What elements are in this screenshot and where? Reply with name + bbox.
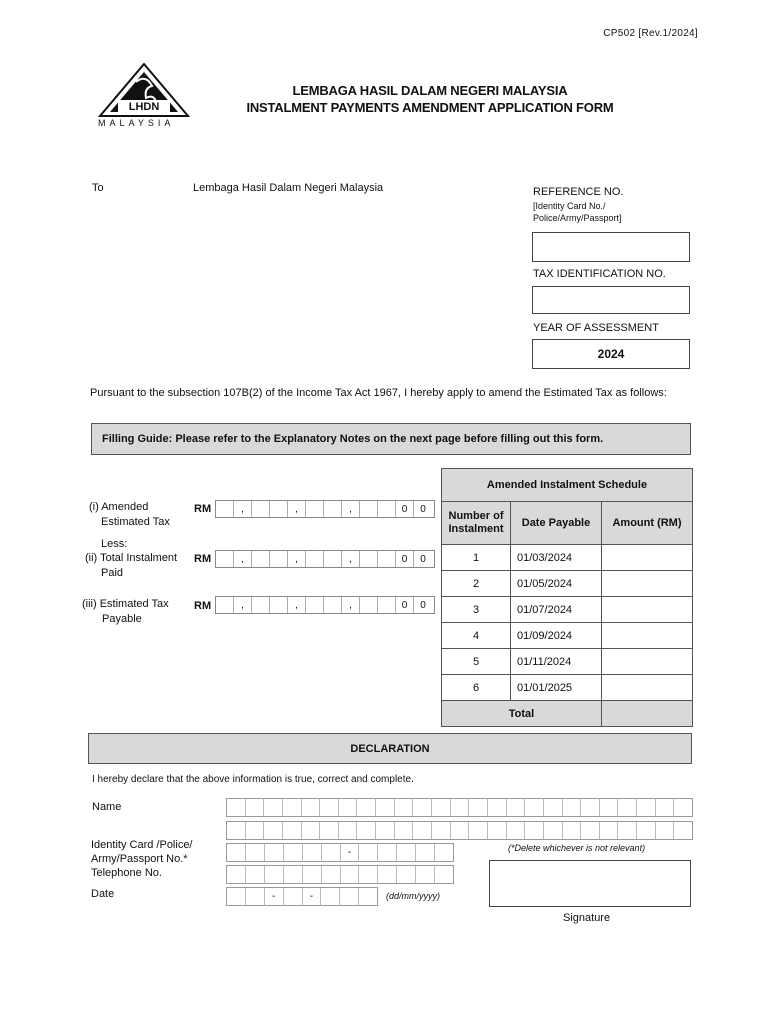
digit-cell: ,	[234, 597, 252, 613]
digit-cell	[216, 551, 234, 567]
date-payable: 01/09/2024	[511, 623, 602, 649]
total-instalment-paid-input[interactable]	[215, 550, 435, 568]
date-payable: 01/03/2024	[511, 545, 602, 571]
form-title	[200, 82, 660, 116]
digit-cell	[306, 501, 324, 517]
estimated-tax-payable-input[interactable]	[215, 596, 435, 614]
to-value: Lembaga Hasil Dalam Negeri Malaysia	[193, 182, 384, 194]
table-row	[442, 649, 693, 675]
digit-cell: ,	[288, 501, 306, 517]
digit-cell: ,	[288, 597, 306, 613]
estimated-tax-payable-label	[82, 597, 169, 627]
table-row	[442, 571, 693, 597]
name-input-line-1[interactable]	[226, 798, 693, 817]
cents-cell: 0	[396, 597, 414, 613]
amount-cell[interactable]	[602, 623, 693, 649]
schedule-title: Amended Instalment Schedule	[442, 469, 693, 502]
digit-cell	[378, 597, 396, 613]
ic-label-line-2: Army/Passport No.*	[91, 853, 188, 865]
instalment-number: 1	[442, 545, 511, 571]
digit-cell	[252, 597, 270, 613]
label-iii-line-1: (iii) Estimated Tax	[82, 598, 169, 610]
digit-cell: ,	[342, 597, 360, 613]
reference-label: REFERENCE NO.	[533, 186, 624, 198]
identity-card-label	[91, 838, 193, 866]
delete-note: (*Delete whichever is not relevant)	[508, 843, 646, 853]
amount-cell[interactable]	[602, 675, 693, 701]
table-row	[442, 623, 693, 649]
date-payable: 01/11/2024	[511, 649, 602, 675]
digit-cell: ,	[234, 551, 252, 567]
amount-cell[interactable]	[602, 545, 693, 571]
title-line-2: INSTALMENT PAYMENTS AMENDMENT APPLICATION FORM	[246, 100, 614, 115]
digit-cell	[270, 501, 288, 517]
digit-cell: ,	[234, 501, 252, 517]
digit-cell	[306, 551, 324, 567]
signature-label: Signature	[563, 912, 611, 924]
date-format-note: (dd/mm/yyyy)	[386, 891, 440, 901]
date-payable: 01/07/2024	[511, 597, 602, 623]
name-input-line-2[interactable]	[226, 821, 693, 840]
reference-sublabel	[533, 200, 622, 224]
digit-cell	[378, 551, 396, 567]
amount-cell[interactable]	[602, 597, 693, 623]
less-label: Less:	[101, 538, 128, 550]
digit-cell	[252, 501, 270, 517]
tin-input[interactable]	[532, 286, 690, 314]
title-line-1: LEMBAGA HASIL DALAM NEGERI MALAYSIA	[292, 83, 568, 98]
col-date-header: Date Payable	[511, 502, 602, 545]
intro-text: Pursuant to the subsection 107B(2) of the Income Tax Act 1967, I hereby apply to amend the Estimated Tax as follows:	[90, 387, 667, 399]
to-label: To	[92, 182, 104, 194]
col-amount-header: Amount (RM)	[602, 502, 693, 545]
cents-cell: 0	[420, 503, 426, 515]
date-input[interactable]	[226, 887, 378, 906]
total-amount-cell[interactable]	[602, 701, 693, 727]
ic-label-line-1: Identity Card /Police/	[91, 839, 193, 851]
signature-box[interactable]	[489, 860, 691, 907]
digit-cell	[306, 597, 324, 613]
digit-cell: ,	[288, 551, 306, 567]
ic-separator: -	[341, 844, 360, 861]
digit-cell	[378, 501, 396, 517]
table-row	[442, 545, 693, 571]
label-i-line-2: Estimated Tax	[101, 516, 170, 528]
rm-label-iii: RM	[194, 600, 212, 612]
table-row	[442, 675, 693, 701]
label-ii-line-2: Paid	[101, 567, 124, 579]
instalment-number: 4	[442, 623, 511, 649]
col-number-line-1: Number of	[448, 510, 504, 522]
identity-card-input[interactable]	[226, 843, 454, 862]
cents-cell: 0	[420, 553, 426, 565]
date-payable: 01/05/2024	[511, 571, 602, 597]
label-iii-line-2: Payable	[102, 613, 142, 625]
digit-cell: ,	[342, 551, 360, 567]
ya-input[interactable]: 2024	[532, 339, 690, 369]
ya-label: YEAR OF ASSESSMENT	[533, 322, 659, 334]
logo-country: MALAYSIA	[98, 118, 175, 128]
form-code: CP502 [Rev.1/2024]	[603, 28, 698, 39]
digit-cell	[324, 551, 342, 567]
name-label: Name	[92, 801, 122, 813]
declaration-header: DECLARATION	[88, 733, 692, 764]
digit-cell	[270, 597, 288, 613]
rm-label-ii: RM	[194, 553, 212, 565]
filling-guide: Filling Guide: Please refer to the Explanatory Notes on the next page before filling out this form.	[91, 423, 691, 455]
col-number-line-2: Instalment	[448, 523, 504, 535]
rm-label-i: RM	[194, 503, 212, 515]
digit-cell	[252, 551, 270, 567]
digit-cell	[360, 501, 378, 517]
date-label: Date	[91, 888, 115, 900]
reference-sub-2: Police/Army/Passport]	[533, 213, 622, 223]
instalment-number: 5	[442, 649, 511, 675]
digit-cell	[324, 597, 342, 613]
telephone-input[interactable]	[226, 865, 454, 884]
digit-cell	[216, 597, 234, 613]
amount-cell[interactable]	[602, 571, 693, 597]
reference-input[interactable]	[532, 232, 690, 262]
instalment-number: 3	[442, 597, 511, 623]
digit-cell	[270, 551, 288, 567]
instalment-schedule-table	[441, 468, 693, 727]
tin-label: TAX IDENTIFICATION NO.	[533, 268, 666, 280]
cents-cell: 0	[420, 599, 426, 611]
total-instalment-paid-label	[85, 551, 177, 581]
label-ii-line-1: (ii) Total Instalment	[85, 552, 178, 564]
digit-cell	[324, 501, 342, 517]
digit-cell	[360, 597, 378, 613]
declaration-text: I hereby declare that the above information is true, correct and complete.	[92, 774, 414, 785]
date-separator: -	[303, 888, 322, 905]
total-label: Total	[442, 701, 602, 727]
digit-cell: ,	[342, 501, 360, 517]
amount-cell[interactable]	[602, 649, 693, 675]
amended-estimated-tax-input[interactable]	[215, 500, 435, 518]
table-row	[442, 597, 693, 623]
logo-text: LHDN	[128, 101, 160, 113]
digit-cell	[216, 501, 234, 517]
telephone-label: Telephone No.	[91, 867, 162, 879]
label-i-line-1: (i) Amended	[89, 501, 149, 513]
col-number-header	[442, 502, 511, 545]
instalment-number: 6	[442, 675, 511, 701]
cents-cell: 0	[396, 551, 414, 567]
reference-sub-1: [Identity Card No./	[533, 201, 606, 211]
digit-cell	[360, 551, 378, 567]
cents-cell: 0	[396, 501, 414, 517]
amended-estimated-tax-label	[89, 500, 170, 530]
date-separator: -	[265, 888, 284, 905]
date-payable: 01/01/2025	[511, 675, 602, 701]
instalment-number: 2	[442, 571, 511, 597]
